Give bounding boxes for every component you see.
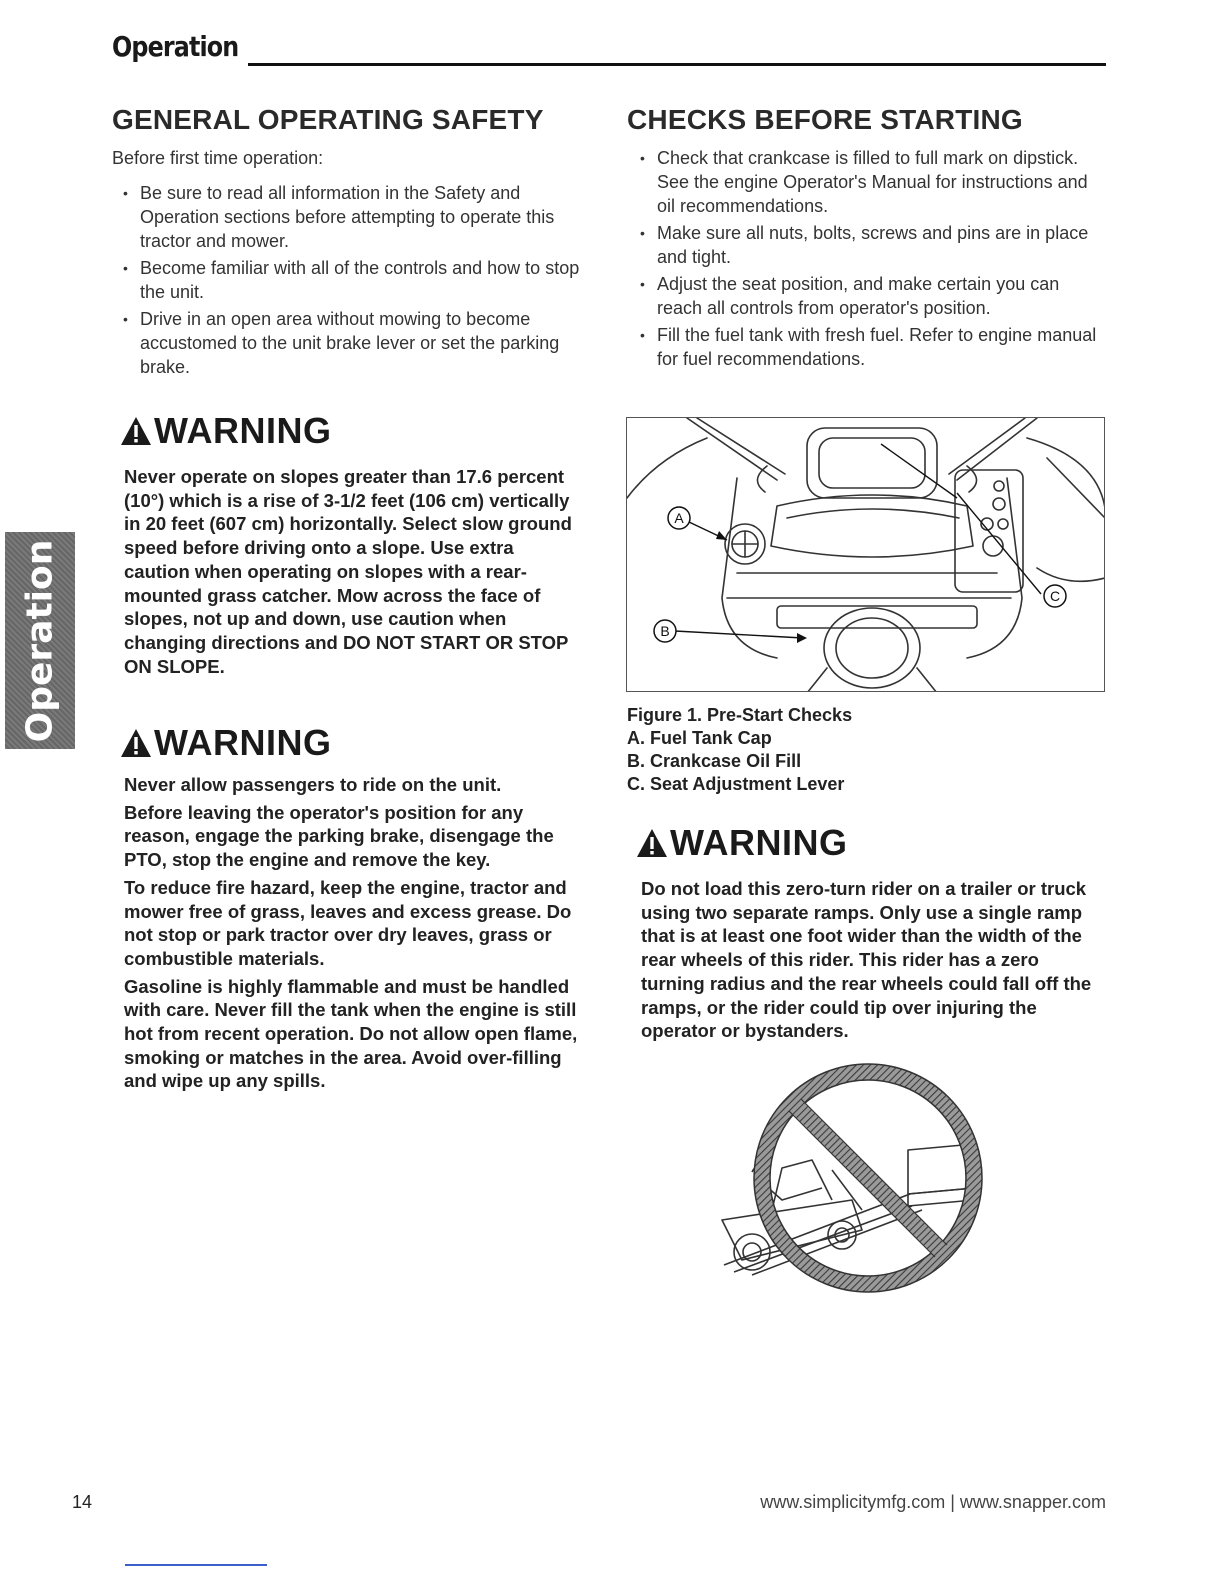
warning-label: WARNING: [154, 410, 332, 451]
list-item: • Adjust the seat position, and make certain you can reach all controls from operator's position.: [640, 272, 1108, 320]
list-item: • Become familiar with all of the controls and how to stop the unit.: [123, 256, 585, 304]
page-header-title: Operation: [112, 30, 239, 63]
warning-paragraph: Before leaving the operator's position for any reason, engage the parking brake, disengage the PTO, stop the engine and remove the key.: [124, 801, 554, 871]
warning-triangle-icon: [120, 416, 152, 446]
warning-paragraph: Never allow passengers to ride on the unit.: [124, 774, 502, 795]
general-safety-intro: Before first time operation:: [112, 148, 324, 168]
figure-legend-item: A. Fuel Tank Cap: [627, 728, 772, 748]
warning-paragraph: Gasoline is highly flammable and must be handled with care. Never fill the tank when the engine is still hot from recent operation. Do not allow open flame, smoking or matches in the area. Avoid over-filling and wipe up any spills.: [124, 975, 578, 1092]
callout-b-label: B: [660, 623, 670, 639]
page-number: 14: [72, 1492, 93, 1512]
list-item: • Check that crankcase is filled to full mark on dipstick. See the engine Operator's Manual for instructions and oil recommendations.: [640, 146, 1108, 218]
warning-triangle-icon: [636, 828, 668, 858]
list-item: • Drive in an open area without mowing to become accustomed to the unit brake lever or set the parking brake.: [123, 307, 585, 379]
warning-label: WARNING: [154, 722, 332, 763]
pre-start-checks-figure: [626, 417, 1105, 692]
general-safety-title: GENERAL OPERATING SAFETY: [112, 104, 544, 135]
footer-rule: [125, 1564, 267, 1566]
warning-triangle-icon: [120, 728, 152, 758]
figure-legend-item: B. Crankcase Oil Fill: [627, 751, 802, 771]
figure-title: Figure 1. Pre-Start Checks: [627, 705, 853, 725]
warning-text-slopes: [124, 465, 584, 682]
figure-legend-item: C. Seat Adjustment Lever: [627, 774, 845, 794]
callout-c-label: C: [1049, 588, 1061, 604]
mower-seat-illustration: [627, 418, 1105, 692]
list-item: • Be sure to read all information in the Safety and Operation sections before attempting to operate this tractor and mower.: [123, 181, 585, 253]
list-item: • Fill the fuel tank with fresh fuel. Refer to engine manual for fuel recommendations.: [640, 323, 1108, 371]
header-rule: [248, 63, 1106, 66]
callout-a-label: A: [674, 510, 684, 526]
warning-heading-trailer: [636, 822, 848, 864]
figure-caption: [627, 704, 852, 796]
prohibited-loading-icon: [712, 1060, 987, 1295]
warning-paragraph: To reduce fire hazard, keep the engine, tractor and mower free of grass, leaves and excess grease. Do not stop or park tractor over dry leaves, grass or combustible materials.: [124, 876, 572, 969]
list-item: • Make sure all nuts, bolts, screws and pins are in place and tight.: [640, 221, 1108, 269]
section-side-tab: [5, 532, 75, 749]
warning-label: WARNING: [670, 822, 848, 863]
checks-list: [640, 146, 1108, 374]
warning-paragraph: Do not load this zero-turn rider on a trailer or truck using two separate ramps. Only use a single ramp that is at least one foot wider than the width of the rear wheels of this rider. This rider has a zero turning radius and the rear wheels could fall off the ramps, or the rider could tip over injuring the operator or bystanders.: [641, 878, 1092, 1042]
warning-heading-slopes: [120, 410, 332, 452]
footer-website-links[interactable]: www.simplicitymfg.com | www.snapper.com: [760, 1492, 1106, 1512]
warning-paragraph: Never operate on slopes greater than 17.6 percent (10°) which is a rise of 3-1/2 feet (106 cm) vertically in 20 feet (607 cm) horizontally. Select slow ground speed before driving onto a slope. Use extra caution when operating on slopes with a rear-mounted grass catcher. Mow across the face of slopes, not up and down, use caution when changing directions and DO NOT START OR STOP ON SLOPE.: [124, 466, 572, 677]
warning-text-trailer: [641, 877, 1101, 1047]
side-tab-label: Operation: [19, 539, 61, 742]
no-two-ramps-illustration: [712, 1060, 987, 1295]
warning-heading-passengers: [120, 722, 332, 764]
checks-title: CHECKS BEFORE STARTING: [627, 104, 1023, 135]
general-safety-list: [123, 181, 585, 382]
warning-text-passengers: [124, 773, 584, 1097]
